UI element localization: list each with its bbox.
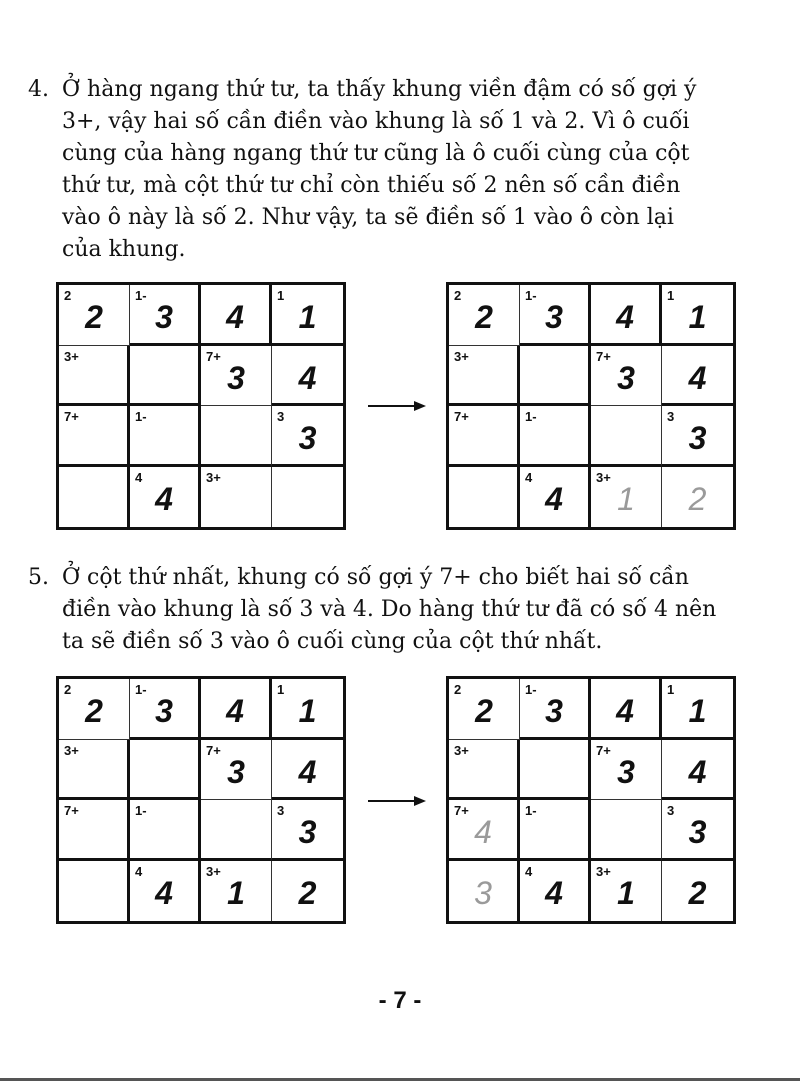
- step-4-number: 4.: [28, 77, 49, 102]
- grid-cell: [662, 740, 733, 801]
- cage-clue: 3: [277, 803, 285, 818]
- cell-value: 4: [616, 693, 634, 729]
- cage-clue: 7+: [64, 803, 79, 818]
- cell-value: 3: [617, 753, 635, 790]
- cell-value: 4: [688, 359, 707, 396]
- cell-value: 2: [688, 480, 707, 517]
- grid-cell: [591, 346, 662, 407]
- step-5-line: điền vào khung là số 3 và 4. Do hàng thứ tư đã có số 4 nên: [62, 597, 717, 622]
- grid-cell: [591, 861, 662, 922]
- grid-cell: [591, 406, 662, 467]
- cell-value: 3: [298, 420, 317, 456]
- page-number: - 7 -: [378, 987, 422, 1014]
- grid-cell: [520, 800, 591, 861]
- step-4-line: của khung.: [62, 237, 186, 262]
- cage-clue: 7+: [206, 348, 221, 364]
- grid-cell: [449, 285, 520, 346]
- grid-cell: [59, 406, 130, 467]
- cell-value: 3: [474, 874, 492, 911]
- cell-value: 3: [545, 693, 563, 729]
- puzzle-grid-step5-before: [56, 676, 346, 924]
- grid-cell: [130, 679, 201, 740]
- grid-cell: [449, 800, 520, 861]
- arrow-right-icon: [368, 399, 426, 413]
- cage-clue: 2: [64, 682, 72, 697]
- cage-clue: 3+: [206, 469, 221, 485]
- cage-clue: 3+: [596, 469, 611, 485]
- cell-value: 4: [155, 480, 173, 517]
- cell-value: 3: [545, 299, 563, 335]
- cage-clue: 1: [667, 288, 675, 303]
- grid-cell: [272, 679, 343, 740]
- cell-value: 3: [227, 359, 245, 396]
- cell-value: 3: [688, 420, 707, 456]
- step-4-line: Ở hàng ngang thứ tư, ta thấy khung viền đậm có số gợi ý: [62, 77, 697, 102]
- cage-clue: 3+: [64, 742, 79, 758]
- cage-clue: 3+: [454, 348, 469, 364]
- puzzle-grid-step4-before: [56, 282, 346, 530]
- grid-cell: [201, 800, 272, 861]
- cage-clue: 1-: [525, 288, 537, 303]
- grid-cell: [449, 740, 520, 801]
- cage-clue: 2: [454, 682, 462, 697]
- grid-cell: [272, 861, 343, 922]
- grid-cell: [520, 467, 591, 528]
- grid-cell: [520, 346, 591, 407]
- grid-cell: [662, 346, 733, 407]
- grid-cell: [662, 861, 733, 922]
- step-4-line: cùng của hàng ngang thứ tư cũng là ô cuối cùng của cột: [62, 141, 690, 166]
- grid-cell: [130, 406, 201, 467]
- grid-cell: [272, 740, 343, 801]
- cell-value: 4: [474, 814, 492, 850]
- cell-value: 3: [155, 693, 173, 729]
- step-5-number: 5.: [28, 565, 49, 590]
- cage-clue: 2: [64, 288, 72, 303]
- cell-value: 1: [688, 693, 707, 729]
- cage-clue: 1-: [135, 803, 147, 818]
- cell-value: 2: [475, 693, 493, 729]
- cell-value: 2: [298, 874, 317, 911]
- grid-cell: [201, 406, 272, 467]
- cell-value: 2: [475, 299, 493, 335]
- puzzle-grid-step4-after: [446, 282, 736, 530]
- step-5-text: [62, 562, 762, 658]
- grid-cell: [59, 346, 130, 407]
- cell-value: 4: [688, 753, 707, 790]
- cell-value: 4: [298, 753, 317, 790]
- cell-value: 3: [617, 359, 635, 396]
- step-4-line: 3+, vậy hai số cần điền vào khung là số 1 và 2. Vì ô cuối: [62, 109, 690, 134]
- cage-clue: 7+: [596, 348, 611, 364]
- cell-value: 4: [226, 693, 244, 729]
- cage-clue: 7+: [206, 742, 221, 758]
- cage-clue: 1: [667, 682, 675, 697]
- grid-cell: [59, 467, 130, 528]
- grid-cell: [59, 285, 130, 346]
- step-4-text: [62, 74, 762, 266]
- grid-cell: [130, 467, 201, 528]
- cell-value: 1: [617, 480, 635, 517]
- grid-cell: [520, 861, 591, 922]
- step-4-line: thứ tư, mà cột thứ tư chỉ còn thiếu số 2 nên số cần điền: [62, 173, 681, 198]
- cage-clue: 4: [525, 469, 533, 485]
- grid-cell: [591, 285, 662, 346]
- cage-clue: 1-: [135, 409, 147, 424]
- grid-cell: [201, 740, 272, 801]
- grid-cell: [272, 346, 343, 407]
- cage-clue: 1-: [525, 409, 537, 424]
- grid-cell: [591, 800, 662, 861]
- cell-value: 1: [688, 299, 707, 335]
- bottom-rule: [0, 1078, 800, 1081]
- cell-value: 3: [227, 753, 245, 790]
- cell-value: 4: [545, 874, 563, 911]
- cage-clue: 1-: [135, 288, 147, 303]
- grid-cell: [201, 467, 272, 528]
- cage-clue: 1: [277, 682, 285, 697]
- cage-clue: 3+: [64, 348, 79, 364]
- grid-cell: [272, 467, 343, 528]
- grid-cell: [130, 285, 201, 346]
- grid-cell: [520, 406, 591, 467]
- cell-value: 4: [298, 359, 317, 396]
- cell-value: 4: [226, 299, 244, 335]
- grid-cell: [201, 285, 272, 346]
- grid-cell: [591, 740, 662, 801]
- cage-clue: 1-: [135, 682, 147, 697]
- cage-clue: 7+: [64, 409, 79, 424]
- grid-cell: [449, 406, 520, 467]
- cage-clue: 1-: [525, 682, 537, 697]
- cage-clue: 3+: [206, 863, 221, 879]
- cell-value: 1: [227, 874, 245, 911]
- grid-cell: [59, 861, 130, 922]
- puzzle-grid-step5-after: [446, 676, 736, 924]
- cell-value: 1: [298, 299, 317, 335]
- step-5-line: ta sẽ điền số 3 vào ô cuối cùng của cột thứ nhất.: [62, 629, 603, 654]
- cage-clue: 7+: [596, 742, 611, 758]
- grid-cell: [130, 346, 201, 407]
- grid-cell: [449, 467, 520, 528]
- grid-cell: [591, 467, 662, 528]
- grid-cell: [662, 800, 733, 861]
- step-5-line: Ở cột thứ nhất, khung có số gợi ý 7+ cho biết hai số cần: [62, 565, 689, 590]
- cage-clue: 1-: [525, 803, 537, 818]
- cage-clue: 4: [135, 469, 143, 485]
- cell-value: 3: [688, 814, 707, 850]
- cage-clue: 2: [454, 288, 462, 303]
- cage-clue: 4: [135, 863, 143, 879]
- grid-cell: [591, 679, 662, 740]
- grid-cell: [449, 346, 520, 407]
- grid-cell: [201, 346, 272, 407]
- cage-clue: 7+: [454, 803, 469, 818]
- grid-cell: [59, 800, 130, 861]
- grid-cell: [449, 861, 520, 922]
- grid-cell: [201, 679, 272, 740]
- step-4-line: vào ô này là số 2. Như vậy, ta sẽ điền số 1 vào ô còn lại: [62, 205, 674, 230]
- cell-value: 1: [617, 874, 635, 911]
- grid-cell: [201, 861, 272, 922]
- cell-value: 2: [85, 299, 103, 335]
- cage-clue: 3: [667, 409, 675, 424]
- cell-value: 2: [85, 693, 103, 729]
- grid-cell: [59, 679, 130, 740]
- grid-cell: [662, 467, 733, 528]
- cell-value: 2: [688, 874, 707, 911]
- grid-cell: [520, 285, 591, 346]
- cage-clue: 3: [667, 803, 675, 818]
- grid-cell: [449, 679, 520, 740]
- cell-value: 4: [616, 299, 634, 335]
- cell-value: 3: [298, 814, 317, 850]
- cage-clue: 3: [277, 409, 285, 424]
- cage-clue: 4: [525, 863, 533, 879]
- grid-cell: [662, 679, 733, 740]
- cell-value: 4: [545, 480, 563, 517]
- cage-clue: 1: [277, 288, 285, 303]
- grid-cell: [130, 800, 201, 861]
- grid-cell: [59, 740, 130, 801]
- grid-cell: [272, 800, 343, 861]
- grid-cell: [130, 740, 201, 801]
- cell-value: 3: [155, 299, 173, 335]
- grid-cell: [520, 740, 591, 801]
- grid-cell: [662, 406, 733, 467]
- grid-cell: [272, 406, 343, 467]
- cell-value: 1: [298, 693, 317, 729]
- cage-clue: 3+: [454, 742, 469, 758]
- grid-cell: [662, 285, 733, 346]
- cage-clue: 3+: [596, 863, 611, 879]
- cell-value: 4: [155, 874, 173, 911]
- grid-cell: [520, 679, 591, 740]
- arrow-right-icon: [368, 794, 426, 808]
- cage-clue: 7+: [454, 409, 469, 424]
- grid-cell: [130, 861, 201, 922]
- grid-cell: [272, 285, 343, 346]
